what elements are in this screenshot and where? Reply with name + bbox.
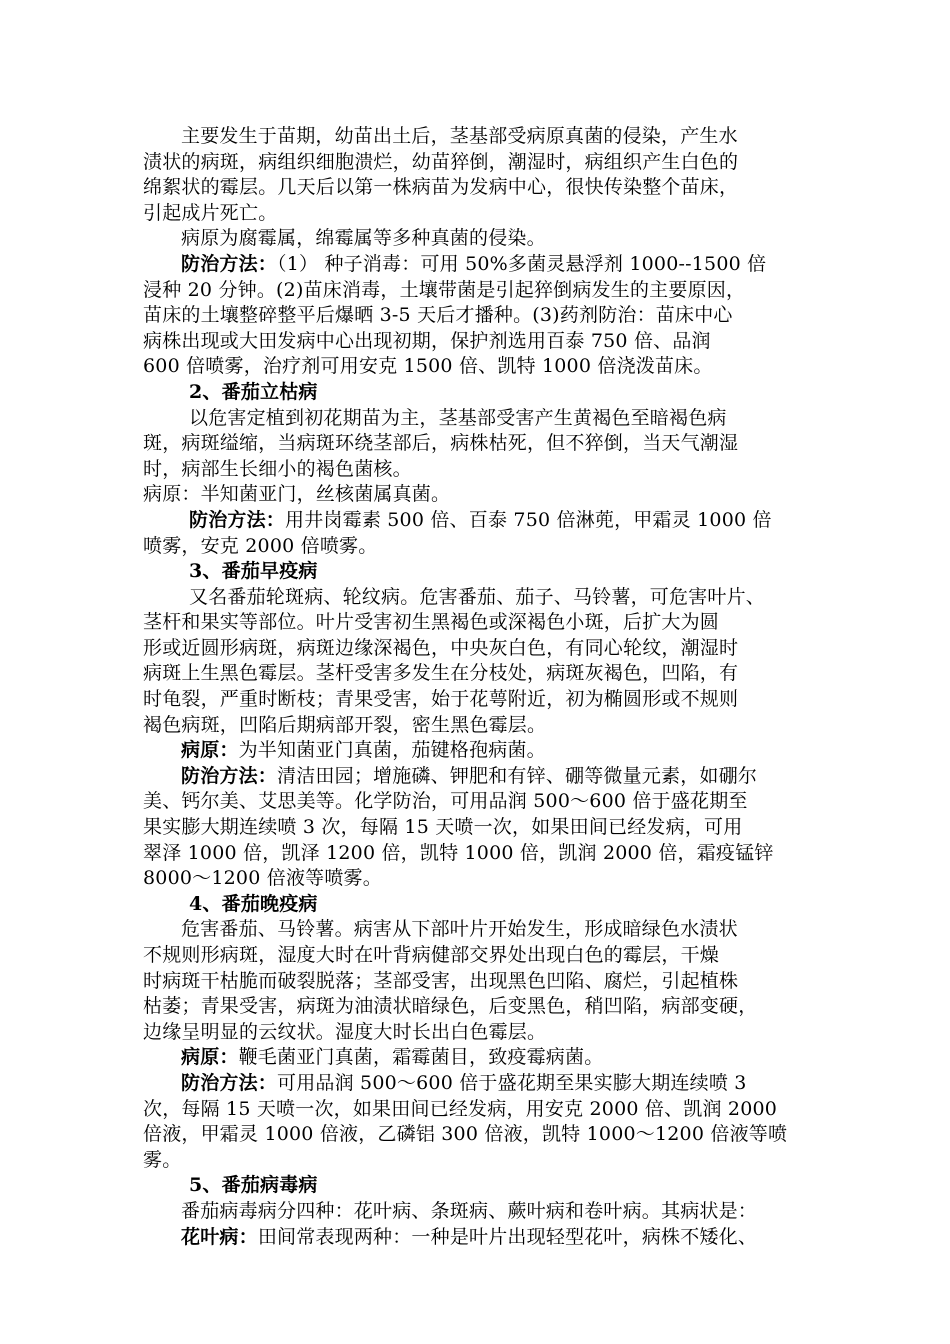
paragraph-line: 果实膨大期连续喷 3 次，每隔 15 天喷一次，如果田间已经发病，可用 xyxy=(143,816,743,839)
paragraph-line: 8000～1200 倍液等喷雾。 xyxy=(143,867,382,890)
paragraph-line xyxy=(143,1071,813,1097)
paragraph-line: 番茄病毒病分四种：花叶病、条斑病、蕨叶病和卷叶病。其病状是： xyxy=(181,1199,758,1222)
paragraph-line: 以危害定植到初花期苗为主，茎基部受害产生黄褐色至暗褐色病 xyxy=(189,406,727,429)
section-heading: 2、番茄立枯病 xyxy=(189,380,318,403)
line-text: 鞭毛菌亚门真菌，霜霉菌目，致疫霉病菌。 xyxy=(238,1046,604,1069)
line-text: 为半知菌亚门真菌，茄键格孢病菌。 xyxy=(238,739,546,762)
paragraph-line: 又名番茄轮斑病、轮纹病。危害番茄、茄子、马铃薯，可危害叶片、 xyxy=(189,585,766,608)
paragraph-line xyxy=(143,1045,813,1071)
paragraph-line: 病原：半知菌亚门，丝核菌属真菌。 xyxy=(143,483,451,506)
control-label: 防治方法： xyxy=(181,1071,278,1094)
paragraph-line: 喷雾，安克 2000 倍喷雾。 xyxy=(143,534,378,557)
paragraph-line: 次，每隔 15 天喷一次，如果田间已经发病，用安克 2000 倍、凯润 2000 xyxy=(143,1097,778,1120)
line-text: 用井岗霉素 500 倍、百泰 750 倍淋蔸，甲霜灵 1000 倍 xyxy=(285,508,772,531)
mosaic-label: 花叶病： xyxy=(181,1225,258,1248)
section-heading: 5、番茄病毒病 xyxy=(189,1174,318,1197)
line-text: （1） 种子消毒：可用 50%多菌灵悬浮剂 1000--1500 倍 xyxy=(277,252,767,275)
line-text: 清洁田园；增施磷、钾肥和有锌、硼等微量元素，如硼尔 xyxy=(277,764,758,787)
paragraph-line: 病斑上生黑色霉层。茎杆受害多发生在分枝处，病斑灰褐色，凹陷，有 xyxy=(143,662,739,685)
paragraph-line: 茎杆和果实等部位。叶片受害初生黑褐色或深褐色小斑，后扩大为圆 xyxy=(143,611,720,634)
paragraph-line: 病原为腐霉属，绵霉属等多种真菌的侵染。 xyxy=(181,227,546,250)
paragraph-line: 不规则形病斑，湿度大时在叶背病健部交界处出现白色的霉层，干燥 xyxy=(143,944,720,966)
paragraph-line: 时，病部生长细小的褐色菌核。 xyxy=(143,457,412,480)
paragraph-line: 危害番茄、马铃薯。病害从下部叶片开始发生，形成暗绿色水渍状 xyxy=(181,918,738,941)
section-heading: 4、番茄晚疫病 xyxy=(189,892,318,915)
paragraph-line: 引起成片死亡。 xyxy=(143,201,278,224)
paragraph-line xyxy=(143,508,813,534)
paragraph-line xyxy=(143,738,813,764)
paragraph-line: 褐色病斑，凹陷后期病部开裂，密生黑色霉层。 xyxy=(143,713,547,736)
control-label: 防治方法： xyxy=(189,508,286,531)
control-label: 防治方法： xyxy=(181,764,278,787)
paragraph-line: 时龟裂，严重时断枝；青果受害，始于花萼附近，初为椭圆形或不规则 xyxy=(143,688,739,711)
pathogen-label: 病原： xyxy=(181,1046,239,1069)
paragraph-line: 倍液，甲霜灵 1000 倍液，乙磷铝 300 倍液，凯特 1000～1200 倍液等喷 xyxy=(143,1123,788,1146)
paragraph-line xyxy=(143,1225,813,1251)
section-heading: 3、番茄早疫病 xyxy=(189,560,318,583)
paragraph-line: 主要发生于苗期，幼苗出土后，茎基部受病原真菌的侵染，产生水 xyxy=(181,125,738,147)
paragraph-line xyxy=(143,252,813,278)
paragraph-line: 时病斑干枯脆而破裂脱落；茎部受害，出现黑色凹陷、腐烂，引起植株 xyxy=(143,969,739,992)
control-label: 防治方法： xyxy=(181,252,278,275)
paragraph-line: 美、钙尔美、艾思美等。化学防治，可用品润 500～600 倍于盛花期至 xyxy=(143,790,748,813)
paragraph-line: 渍状的病斑，病组织细胞溃烂，幼苗猝倒，潮湿时，病组织产生白色的 xyxy=(143,150,739,173)
paragraph-line: 浸种 20 分钟。(2)苗床消毒，土壤带菌是引起猝倒病发生的主要原因， xyxy=(143,278,746,301)
paragraph-line: 形或近圆形病斑，病斑边缘深褐色，中央灰白色，有同心轮纹，潮湿时 xyxy=(143,636,739,659)
paragraph-line: 枯萎；青果受害，病斑为油渍状暗绿色，后变黑色，稍凹陷，病部变硬， xyxy=(143,995,758,1018)
paragraph-line: 雾。 xyxy=(143,1148,182,1171)
paragraph-line xyxy=(143,764,813,790)
paragraph-line: 600 倍喷雾，治疗剂可用安克 1500 倍、凯特 1000 倍浇泼苗床。 xyxy=(143,355,713,378)
paragraph-line: 病株出现或大田发病中心出现初期，保护剂选用百泰 750 倍、品润 xyxy=(143,329,711,352)
paragraph-line: 苗床的土壤整碎整平后爆晒 3-5 天后才播种。(3)药剂防治：苗床中心 xyxy=(143,304,733,327)
document-body xyxy=(143,124,813,1250)
paragraph-line: 绵絮状的霉层。几天后以第一株病苗为发病中心，很快传染整个苗床， xyxy=(143,176,739,199)
pathogen-label: 病原： xyxy=(181,739,239,762)
paragraph-line: 边缘呈明显的云纹状。湿度大时长出白色霉层。 xyxy=(143,1020,547,1043)
paragraph-line: 斑，病斑缢缩，当病斑环绕茎部后，病株枯死，但不猝倒，当天气潮湿 xyxy=(143,432,739,455)
paragraph-line: 翠泽 1000 倍，凯泽 1200 倍，凯特 1000 倍，凯润 2000 倍，霜疫锰锌 xyxy=(143,841,774,864)
line-text: 田间常表现两种：一种是叶片出现轻型花叶，病株不矮化、 xyxy=(257,1225,758,1248)
line-text: 可用品润 500～600 倍于盛花期至果实膨大期连续喷 3 xyxy=(277,1071,747,1094)
